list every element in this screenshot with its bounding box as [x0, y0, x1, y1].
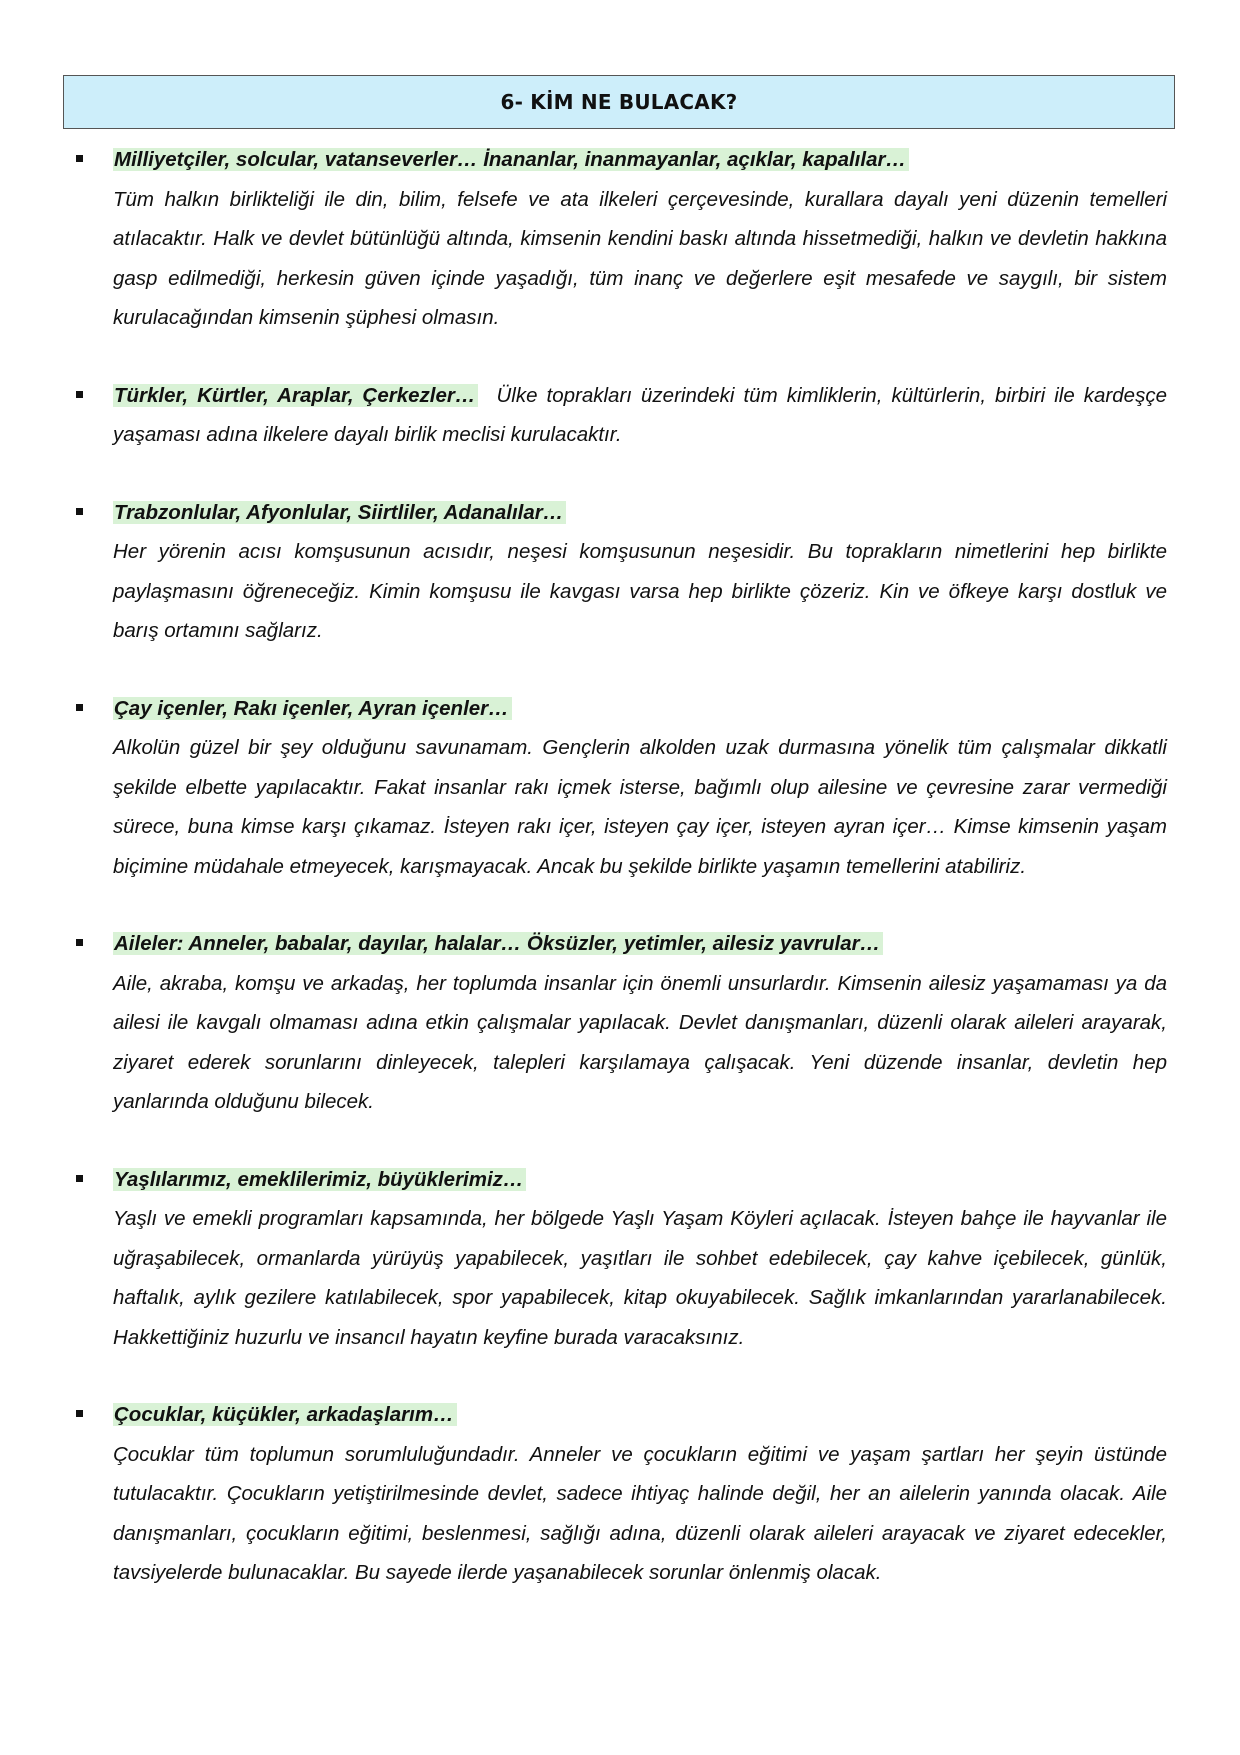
sections-list: [0, 140, 1240, 1631]
section-text: Çocuklar tüm toplumun sorumluluğundadır. Anneler ve çocukların eğitimi ve yaşam şartları her şeyin üstünde tutulacaktır. Çocukların yetiştirilmesinde devlet, sadece ihtiyaç halinde değil, her an ailelerin yanında olacak. Aile danışmanları, çocukların eğitimi, beslenmesi, sağlığı adına, düzenli olarak aileleri arayacak ve ziyaret edecekler, tavsiyelerde bulunacaklar. Bu sayede ilerde yaşanabilecek sorunlar önlenmiş olacak.: [113, 1442, 1167, 1584]
section-heading: Türkler, Kürtler, Araplar, Çerkezler…: [113, 384, 478, 407]
title-box: [63, 75, 1175, 129]
square-bullet-icon: [76, 1410, 83, 1417]
section-text: Aile, akraba, komşu ve arkadaş, her toplumda insanlar için önemli unsurlardır. Kimsenin ailesiz yaşamaması ya da ailesi ile kavgalı olmaması adına etkin çalışmalar yapılacak. Devlet danışmanları, düzenli olarak aileleri arayarak, ziyaret ederek sorunlarını dinleyecek, talepleri karşılamaya çalışacak. Yeni düzende insanlar, devletin hep yanlarında olduğunu bilecek.: [113, 971, 1167, 1113]
section-heading: Trabzonlular, Afyonlular, Siirtliler, Adanalılar…: [113, 501, 566, 524]
section-content: [113, 376, 1167, 455]
section-yoreler: [0, 493, 1240, 651]
square-bullet-icon: [76, 939, 83, 946]
square-bullet-icon: [76, 391, 83, 398]
section-text: Ülke toprakları üzerindeki tüm kimliklerin, kültürlerin, birbiri ile kardeşçe yaşaması adına ilkelere dayalı birlik meclisi kurulacaktır.: [113, 383, 1167, 446]
section-icecekler: [0, 689, 1240, 887]
section-text: Her yörenin acısı komşusunun acısıdır, neşesi komşusunun neşesidir. Bu toprakların nimetlerini hep birlikte paylaşmasını öğreneceğiz. Kimin komşusu ile kavgası varsa hep birlikte çözeriz. Kin ve öfkeye karşı dostluk ve barış ortamını sağlarız.: [113, 540, 1167, 642]
section-heading: Aileler: Anneler, babalar, dayılar, halalar… Öksüzler, yetimler, ailesiz yavrular…: [113, 932, 883, 955]
section-aileler: [0, 924, 1240, 1122]
square-bullet-icon: [76, 155, 83, 162]
section-turkler: [0, 376, 1240, 455]
section-heading: Çay içenler, Rakı içenler, Ayran içenler…: [113, 697, 512, 720]
section-content: [113, 1160, 1167, 1358]
square-bullet-icon: [76, 704, 83, 711]
section-content: [113, 689, 1167, 887]
section-text: Yaşlı ve emekli programları kapsamında, her bölgede Yaşlı Yaşam Köyleri açılacak. İsteyen bahçe ile hayvanlar ile uğraşabilecek, ormanlarda yürüyüş yapabilecek, yaşıtları ile sohbet edebilecek, çay kahve içebilecek, günlük, haftalık, aylık gezilere katılabilecek, spor yapabilecek, kitap okuyabilecek. Sağlık imkanlarından yararlanabilecek. Hakkettiğiniz huzurlu ve insancıl hayatın keyfine burada varacaksınız.: [113, 1207, 1167, 1349]
section-heading: Yaşlılarımız, emeklilerimiz, büyüklerimiz…: [113, 1168, 526, 1191]
section-content: [113, 493, 1167, 651]
section-content: [113, 924, 1167, 1122]
square-bullet-icon: [76, 508, 83, 515]
section-heading: Milliyetçiler, solcular, vatanseverler… İnananlar, inanmayanlar, açıklar, kapalılar…: [113, 148, 909, 171]
section-content: [113, 140, 1167, 338]
square-bullet-icon: [76, 1175, 83, 1182]
section-yaslilar: [0, 1160, 1240, 1358]
section-text: Alkolün güzel bir şey olduğunu savunamam. Gençlerin alkolden uzak durmasına yönelik tüm çalışmalar dikkatli şekilde elbette yapılacaktır. Fakat insanlar rakı içmek isterse, bağımlı olup ailesine ve çevresine zarar vermediği sürece, buna kimse karşı çıkamaz. İsteyen rakı içer, isteyen çay içer, isteyen ayran içer… Kimse kimsenin yaşam biçimine müdahale etmeyecek, karışmayacak. Ancak bu şekilde birlikte yaşamın temellerini atabiliriz.: [113, 736, 1167, 878]
section-cocuklar: [0, 1395, 1240, 1593]
section-milliyetciler: [0, 140, 1240, 338]
section-content: [113, 1395, 1167, 1593]
page-title: 6- KİM NE BULACAK?: [500, 90, 738, 114]
section-heading: Çocuklar, küçükler, arkadaşlarım…: [113, 1403, 457, 1426]
section-text: Tüm halkın birlikteliği ile din, bilim, felsefe ve ata ilkeleri çerçevesinde, kurallara dayalı yeni düzenin temelleri atılacaktır. Halk ve devlet bütünlüğü altında, kimsenin kendini baskı altında hissetmediği, halkın ve devletin hakkına gasp edilmediği, herkesin güven içinde yaşadığı, tüm inanç ve değerlere eşit mesafede ve saygılı, bir sistem kurulacağından kimsenin şüphesi olmasın.: [113, 187, 1167, 329]
